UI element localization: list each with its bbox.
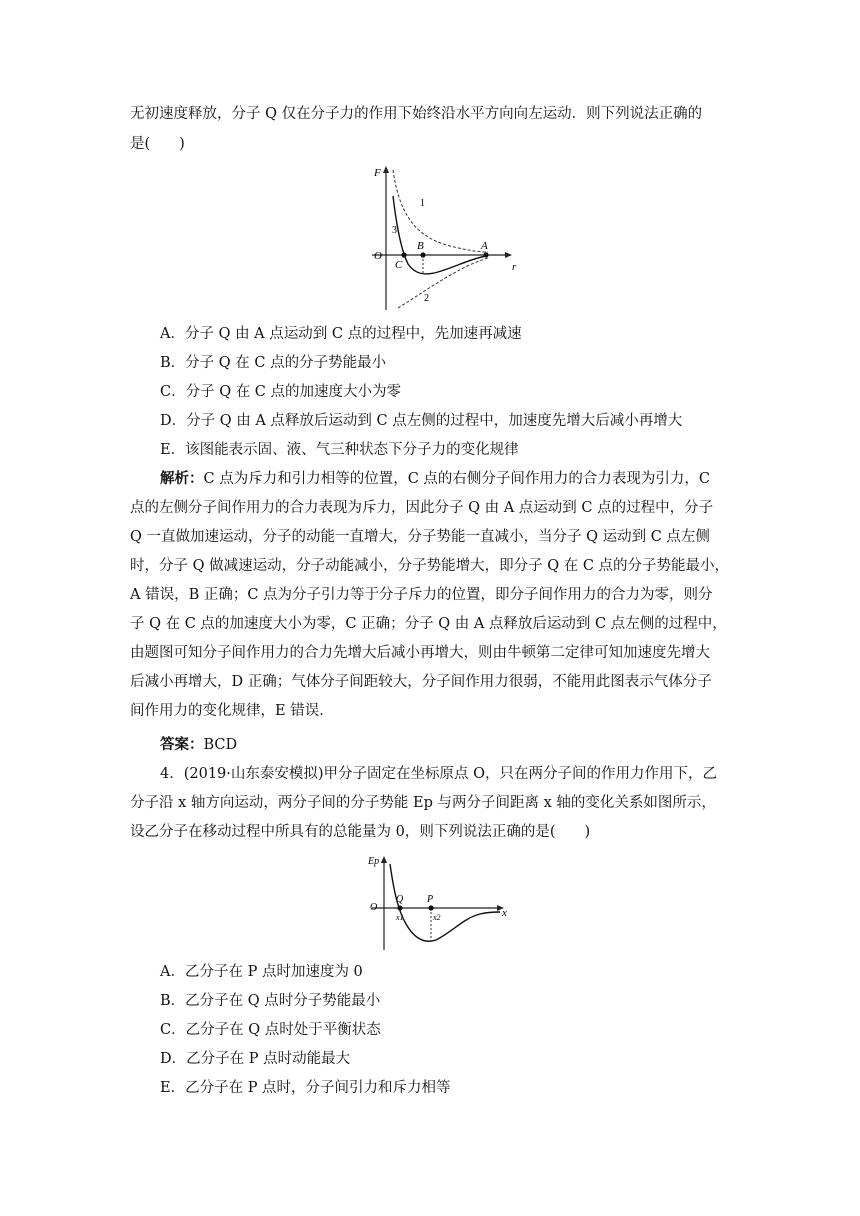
curve-1 [393,170,488,252]
q4-option-c: C．乙分子在 Q 点时处于平衡状态 [160,1022,381,1038]
q3-analysis-line-6: 子 Q 在 C 点的加速度大小为零，C 正确；分子 Q 由 A 点释放后运动到 C 点左侧的过程中， [130,616,727,632]
analysis-label: 解析： [160,470,204,487]
x2-tick-label: x2 [433,913,441,922]
q3-analysis-line-9: 间作用力的变化规律，E 错误． [130,703,334,719]
q4-option-a: A．乙分子在 P 点时加速度为 0 [160,964,363,980]
curve-3-label: 3 [392,225,397,236]
q4-stem-line-1: 4．(2019·山东泰安模拟)甲分子固定在坐标原点 O，只在两分子间的作用力作用下，乙 [160,766,718,782]
x-axis-label: x [502,907,507,919]
origin-label-2: O [370,902,378,913]
point-b [420,252,425,257]
answer-value: BCD [203,737,238,753]
f-axis-label: F [374,167,381,179]
q4-potential-energy-figure [360,852,520,954]
q3-analysis-line-4: 时，分子 Q 做减速运动，分子动能减小，分子势能增大，即分子 Q 在 C 点的分子势能最小， [130,558,730,574]
q3-option-d: D．分子 Q 由 A 点释放后运动到 C 点左侧的过程中，加速度先增大后减小再增大 [160,413,683,429]
q3-stem-line-2: 是( ) [130,136,185,152]
ep-axis-label: Ep [368,856,380,867]
q3-force-distance-figure [360,160,530,320]
point-p [428,905,433,910]
ep-curve [390,864,500,941]
point-c-label: C [395,259,403,271]
q3-analysis-line-8: 后减小再增大，D 正确；气体分子间距较大，分子间作用力很弱，不能用此图表示气体分子 [130,674,712,690]
q3-option-e: E．该图能表示固、液、气三种状态下分子力的变化规律 [160,442,519,458]
q3-option-b: B．分子 Q 在 C 点的分子势能最小 [160,355,387,371]
q4-stem-line-2: 分子沿 x 轴方向运动，两分子间的分子势能 Ep 与两分子间距离 x 轴的变化关系如图所示， [130,795,716,811]
q3-analysis-line-3: Q 一直做加速运动，分子的动能一直增大，分子势能一直减小，当分子 Q 运动到 C 点左侧 [130,529,710,545]
point-c [401,252,406,257]
point-a-label: A [481,240,488,252]
x1-tick-label: x1 [396,913,404,922]
q4-option-d: D．乙分子在 P 点时动能最大 [160,1051,351,1067]
curve-2-label: 2 [424,293,429,304]
answer-label: 答案： [160,736,204,753]
q4-option-b: B．乙分子在 Q 点时分子势能最小 [160,993,381,1009]
point-p-label: P [427,894,434,905]
point-q [397,905,402,910]
q4-option-e: E．乙分子在 P 点时，分子间引力和斥力相等 [160,1080,451,1096]
q3-analysis-line-1 [160,469,710,489]
q3-stem-line-1: 无初速度释放，分子 Q 仅在分子力的作用下始终沿水平方向向左运动．则下列说法正确的 [130,106,703,122]
q3-analysis-line-7: 由题图可知分子间作用力的合力先增大后减小再增大，则由牛顿第二定律可知加速度先增大 [130,645,710,661]
point-b-label: B [417,240,424,252]
q3-analysis-line-2: 点的左侧分子间作用力的合力表现为斥力，因此分子 Q 由 A 点运动到 C 点的过程中，分子 [130,500,714,516]
curve-1-label: 1 [420,198,425,209]
curve-3 [393,196,486,274]
q3-option-c: C．分子 Q 在 C 点的加速度大小为零 [160,384,402,400]
point-a [483,252,488,257]
point-q-label: Q [396,894,404,905]
origin-label: O [374,250,382,262]
analysis-text: C 点为斥力和引力相等的位置，C 点的右侧分子间作用力的合力表现为引力，C [203,471,710,487]
q4-stem-line-3: 设乙分子在移动过程中所具有的总能量为 0，则下列说法正确的是( ) [130,824,591,840]
curve-2 [398,258,488,308]
q3-answer [160,735,237,755]
r-axis-label: r [512,261,517,273]
q3-option-a: A．分子 Q 由 A 点运动到 C 点的过程中，先加速再减速 [160,326,522,342]
q3-analysis-line-5: A 错误，B 正确；C 点为分子引力等于分子斥力的位置，即分子间作用力的合力为零，则分 [130,587,713,603]
